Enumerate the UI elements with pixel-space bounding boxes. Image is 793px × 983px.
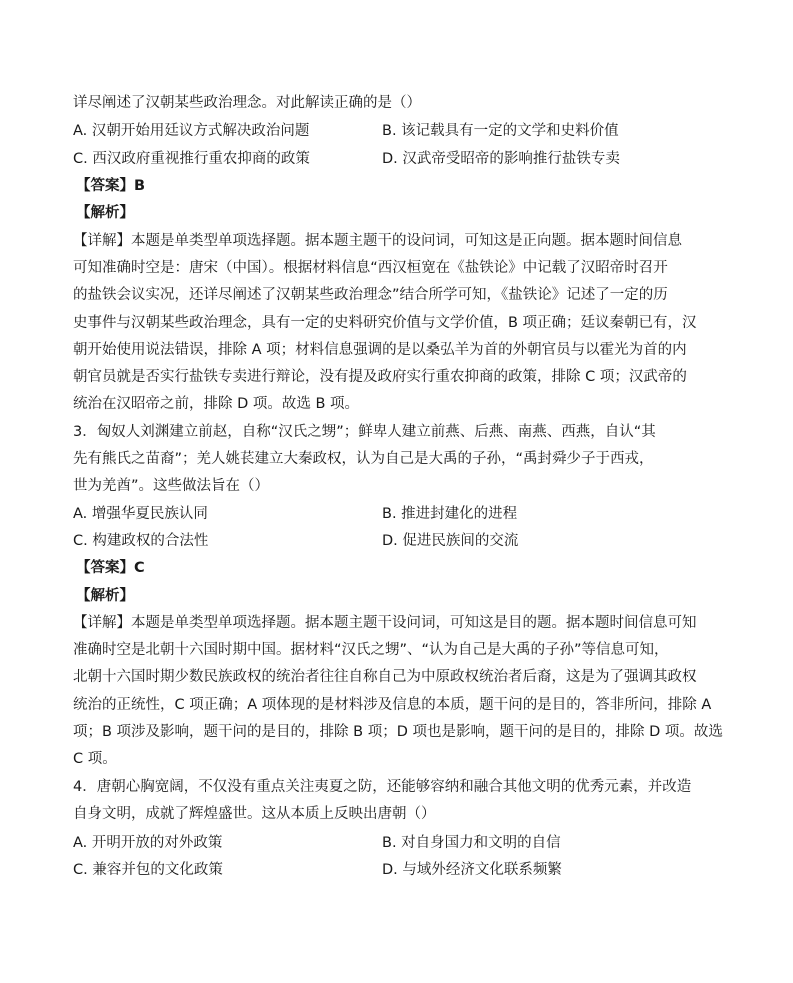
q4-option-b: B. 对自身国力和文明的自信 [382, 835, 561, 851]
q4-option-d: D. 与域外经济文化联系频繁 [382, 862, 562, 878]
q2-answer: 【答案】B [76, 178, 146, 194]
q2-detail-line: 史事件与汉朝某些政治理念，具有一定的史料研究价值与文学价值，B 项正确；廷议秦朝已有，汉 [73, 315, 697, 331]
q2-detail-line: 朝官员就是否实行盐铁专卖进行辩论，没有提及政府实行重农抑商的政策，排除 C 项；汉武帝的 [73, 369, 687, 385]
q2-stem-tail: 详尽阐述了汉朝某些政治理念。对此解读正确的是（） [73, 95, 421, 111]
q2-detail-line: 可知准确时空是：唐宋（中国）。根据材料信息“西汉桓宽在《盐铁论》中记载了汉昭帝时召开 [73, 260, 668, 276]
q2-detail-line: 朝开始使用说法错误，排除 A 项；材料信息强调的是以桑弘羊为首的外朝官员与以霍光为首的内 [73, 342, 687, 358]
q3-detail-line: 北朝十六国时期少数民族政权的统治者往往自称自己为中原政权统治者后裔，这是为了强调其政权 [73, 669, 697, 685]
q2-option-a: A. 汉朝开始用廷议方式解决政治问题 [73, 123, 310, 139]
q3-option-c: C. 构建政权的合法性 [73, 533, 209, 549]
q3-stem-line: 世为羌酋”。这些做法旨在（） [73, 478, 270, 494]
q2-analysis-label: 【解析】 [76, 205, 134, 221]
q3-answer: 【答案】C [76, 560, 145, 576]
q3-detail-line: 项；B 项涉及影响，题干问的是目的，排除 B 项；D 项也是影响，题干问的是目的，排除 D 项。故选 [73, 724, 723, 740]
q3-analysis-label: 【解析】 [76, 588, 134, 604]
q2-detail-line: 的盐铁会议实况，还详尽阐述了汉朝某些政治理念”结合所学可知，《盐铁论》记述了一定的历 [73, 287, 668, 303]
q3-option-b: B. 推进封建化的进程 [382, 506, 518, 522]
q3-detail-line: 统治的正统性，C 项正确；A 项体现的是材料涉及信息的本质，题干问的是目的，答非所问，排除 A [73, 697, 712, 713]
q3-option-a: A. 增强华夏民族认同 [73, 506, 208, 522]
q2-option-b: B. 该记载具有一定的文学和史料价值 [382, 123, 619, 139]
q4-stem-line: 4．唐朝心胸宽阔，不仅没有重点关注夷夏之防，还能够容纳和融合其他文明的优秀元素，并改造 [73, 779, 692, 795]
q2-option-d: D. 汉武帝受昭帝的影响推行盐铁专卖 [382, 151, 620, 167]
q3-detail-line: C 项。 [73, 751, 117, 767]
q3-detail-line: 【详解】本题是单类型单项选择题。据本题主题干设问词，可知这是目的题。据本题时间信息可知 [73, 615, 697, 631]
q3-detail-line: 准确时空是北朝十六国时期中国。据材料“汉氏之甥”、“认为自己是大禹的子孙”等信息可知， [73, 642, 669, 658]
q4-option-c: C. 兼容并包的文化政策 [73, 862, 223, 878]
q3-stem-line: 先有熊氏之苗裔”；羌人姚苌建立大秦政权，认为自己是大禹的子孙，“禹封舜少子于西戎， [73, 451, 654, 467]
q4-option-a: A. 开明开放的对外政策 [73, 835, 223, 851]
q2-option-c: C. 西汉政府重视推行重农抑商的政策 [73, 151, 310, 167]
q3-stem-line: 3．匈奴人刘渊建立前赵，自称“汉氏之甥”；鲜卑人建立前燕、后燕、南燕、西燕，自认“其 [73, 424, 656, 440]
q3-option-d: D. 促进民族间的交流 [382, 533, 519, 549]
q2-detail-line: 统治在汉昭帝之前，排除 D 项。故选 B 项。 [73, 396, 360, 412]
q2-detail-line: 【详解】本题是单类型单项选择题。据本题主题干的设问词，可知这是正向题。据本题时间信息 [73, 233, 682, 249]
q4-stem-line: 自身文明，成就了辉煌盛世。这从本质上反映出唐朝（） [73, 806, 436, 822]
